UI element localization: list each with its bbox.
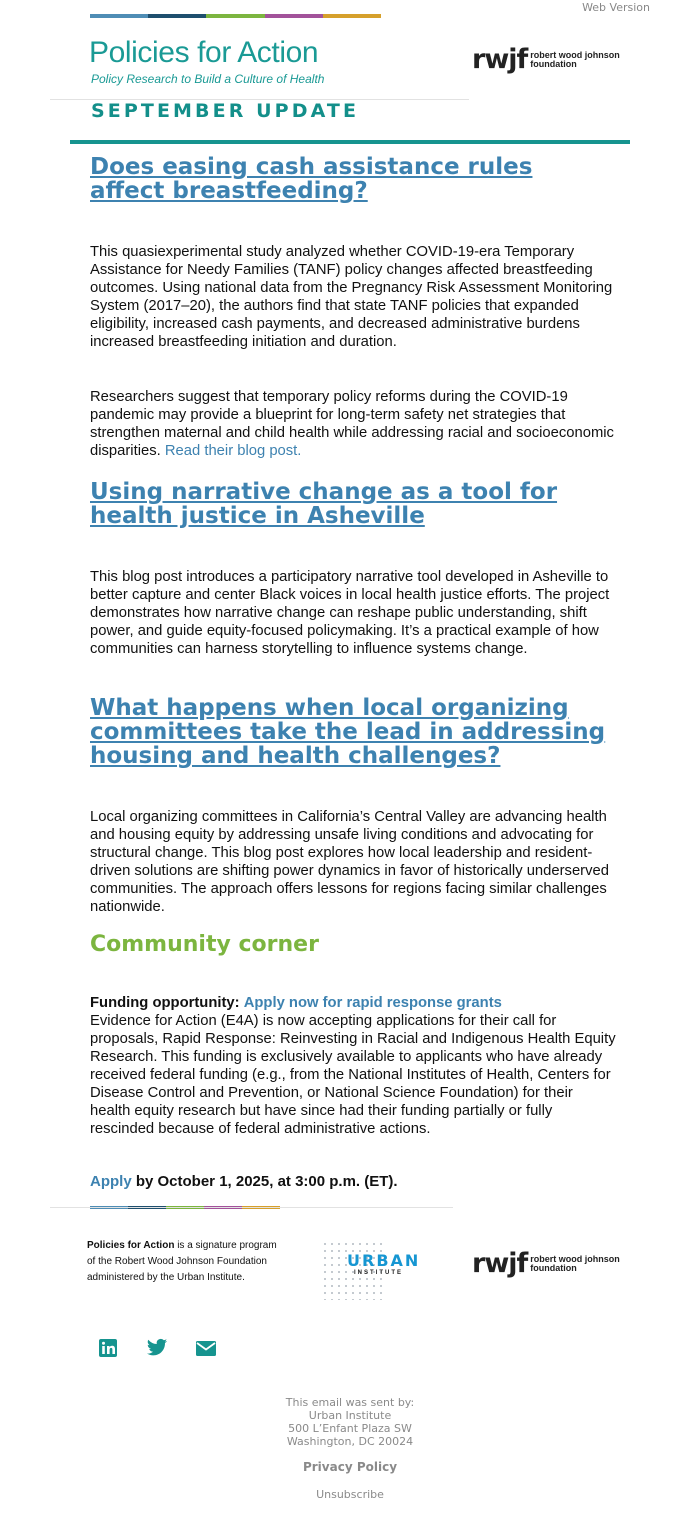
section-divider (70, 140, 630, 144)
web-version-link[interactable]: Web Version (582, 1, 650, 14)
sender-street: 500 L’Enfant Plaza SW (288, 1422, 412, 1435)
urban-sub: INSTITUTE (354, 1270, 403, 1276)
unsubscribe-link[interactable]: Unsubscribe (316, 1488, 384, 1501)
article-paragraph: Local organizing committees in California’s Central Valley are advancing health and housing equity by addressing unsafe living conditions and advocating for structural change. This blog post explores how local leadership and resident-driven solutions are shifting power dynamics in favor of historically underserved communities. The approach offers lessons for regions facing similar challenges nationwide. (90, 809, 609, 915)
article-paragraph: Researchers suggest that temporary policy reforms during the COVID-19 pandemic may provide a blueprint for long-term safety net strategies that strengthen maternal and child health while addressing racial and socioeconomic disparities. Read their blog post. (90, 389, 614, 459)
urban-word: URBAN (347, 1251, 421, 1270)
email-icon[interactable] (195, 1338, 217, 1360)
funding-label: Funding opportunity: (90, 995, 240, 1011)
apply-link[interactable]: Apply (90, 1173, 132, 1190)
footer-divider (50, 1207, 453, 1208)
rwjf-logo[interactable] (472, 44, 620, 75)
rwjf-footer-logo[interactable]: rwjf robert wood johnson foundation (472, 1248, 620, 1279)
program-description: Policies for Action is a signature program of the Robert Wood Johnson Foundation administered by the Urban Institute. (87, 1240, 277, 1283)
article-paragraph: This blog post introduces a participatory narrative tool developed in Asheville to better capture and center Black voices in local health justice efforts. The project demonstrates how narrative change can reshape public understanding, shift power, and guide equity-focused policymaking. It’s a practical example of how communities can harness storytelling to influence systems change. (90, 569, 610, 657)
rwjf-logo-mark: rwjf (472, 44, 528, 75)
sent-by-label: This email was sent by: (285, 1396, 415, 1409)
linkedin-icon[interactable] (98, 1338, 120, 1360)
twitter-icon[interactable] (146, 1338, 168, 1360)
rwjf-logo-line1: robert wood johnson (530, 49, 620, 60)
funding-body: Evidence for Action (E4A) is now accepting applications for their call for proposals, Rapid Response: Reinvesting in Racial and Indigenous Health Equity Research. This funding is exclusively available to applicants who have already received federal funding (e.g., from the National Institutes of Health, Centers for Disease Control and Prevention, or National Science Foundation) for their health equity research but have since had their funding partially or fully rescinded because of federal administrative actions. (90, 1013, 616, 1137)
color-stripe (90, 14, 381, 18)
article-title-link-breastfeeding[interactable]: Does easing cash assistance rules affect breastfeeding? (90, 154, 533, 204)
read-blog-link[interactable]: Read their blog post. (164, 443, 302, 459)
rwjf-logo-mark: rwjf (472, 1248, 528, 1279)
community-corner-heading: Community corner (90, 932, 319, 957)
apply-deadline: Apply by October 1, 2025, at 3:00 p.m. (ET). (90, 1173, 398, 1190)
apply-grants-link[interactable]: Apply now for rapid response grants (243, 995, 502, 1011)
article-paragraph: This quasiexperimental study analyzed whether COVID-19-era Temporary Assistance for Needy Families (TANF) policy changes affected breastfeeding outcomes. Using national data from the Pregnancy Risk Assessment Monitoring System (2017–20), the authors find that state TANF policies that expanded eligibility, increased cash payments, and decreased administrative burdens increased breastfeeding initiation and duration. (90, 244, 613, 350)
privacy-policy-link[interactable]: Privacy Policy (302, 1460, 398, 1474)
sender-city: Washington, DC 20024 (286, 1435, 414, 1448)
funding-opportunity (90, 994, 616, 1138)
sender-org: Urban Institute (308, 1409, 392, 1422)
rwjf-logo-line2: foundation (530, 58, 577, 69)
article-title-link-housing[interactable]: What happens when local organizing committees take the lead in addressing housing and health challenges? (90, 695, 606, 769)
newsletter-title: Policies for Action (89, 36, 319, 69)
newsletter-subtitle: Policy Research to Build a Culture of Health (91, 72, 325, 86)
issue-heading: SEPTEMBER UPDATE (91, 100, 360, 122)
article-title-link-asheville[interactable]: Using narrative change as a tool for health justice in Asheville (90, 479, 558, 529)
urban-institute-logo[interactable] (323, 1242, 433, 1300)
